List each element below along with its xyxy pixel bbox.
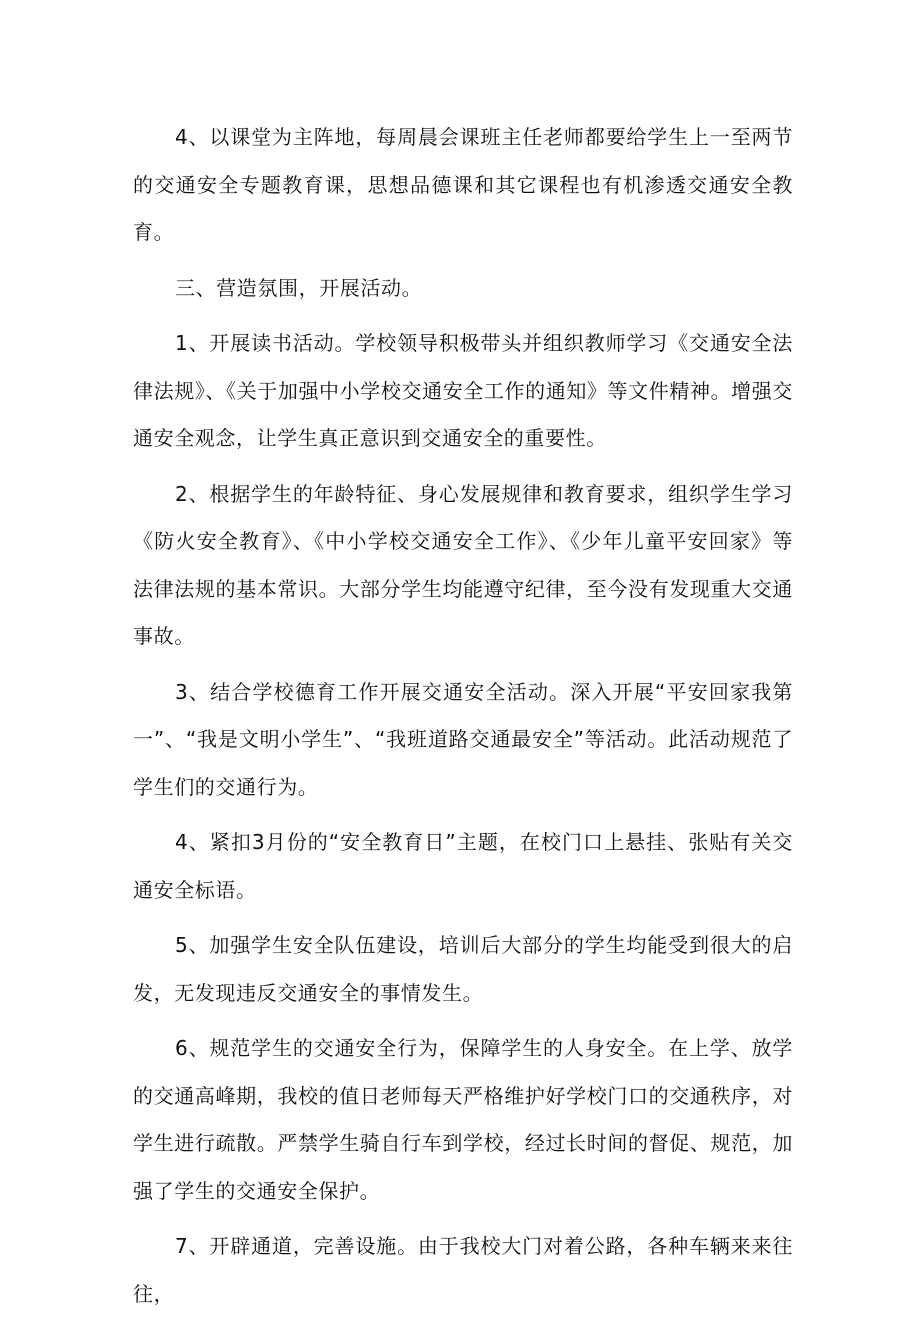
paragraph-item-7-facilities: 7、开辟通道，完善设施。由于我校大门对着公路，各种车辆来来往往，	[133, 1234, 793, 1306]
paragraph-item-2-laws: 2、根据学生的年龄特征、身心发展规律和教育要求，组织学生学习《防火安全教育》、《中小学校交通安全工作》、《少年儿童平安回家》等法律法规的基本常识。大部分学生均能遵守纪律，至今没有发现重大交通事故。	[133, 481, 793, 648]
paragraph-item-4-lesson: 4、以课堂为主阵地，每周晨会课班主任老师都要给学生上一至两节的交通安全专题教育课，思想品德课和其它课程也有机渗透交通安全教育。	[133, 125, 793, 244]
paragraph-item-1-reading: 1、开展读书活动。学校领导积极带头并组织教师学习《交通安全法律法规》、《关于加强中小学校交通安全工作的通知》等文件精神。增强交通安全观念，让学生真正意识到交通安全的重要性。	[133, 331, 793, 450]
paragraph-item-4-safety-day: 4、紧扣3月份的“安全教育日”主题，在校门口上悬挂、张贴有关交通安全标语。	[133, 830, 793, 902]
paragraph-item-3-activities: 3、结合学校德育工作开展交通安全活动。深入开展“平安回家我第一”、“我是文明小学生”、“我班道路交通最安全”等活动。此活动规范了学生们的交通行为。	[133, 679, 793, 799]
paragraph-item-5-team: 5、加强学生安全队伍建设，培训后大部分的学生均能受到很大的启发，无发现违反交通安全的事情发生。	[133, 933, 793, 1005]
document-body	[133, 114, 793, 1326]
section-heading-three: 三、营造氛围，开展活动。	[175, 275, 423, 300]
paragraph-item-6-behavior: 6、规范学生的交通安全行为，保障学生的人身安全。在上学、放学的交通高峰期，我校的值日老师每天严格维护好学校门口的交通秩序，对学生进行疏散。严禁学生骑自行车到学校，经过长时间的督促、规范，加强了学生的交通安全保护。	[133, 1036, 793, 1203]
